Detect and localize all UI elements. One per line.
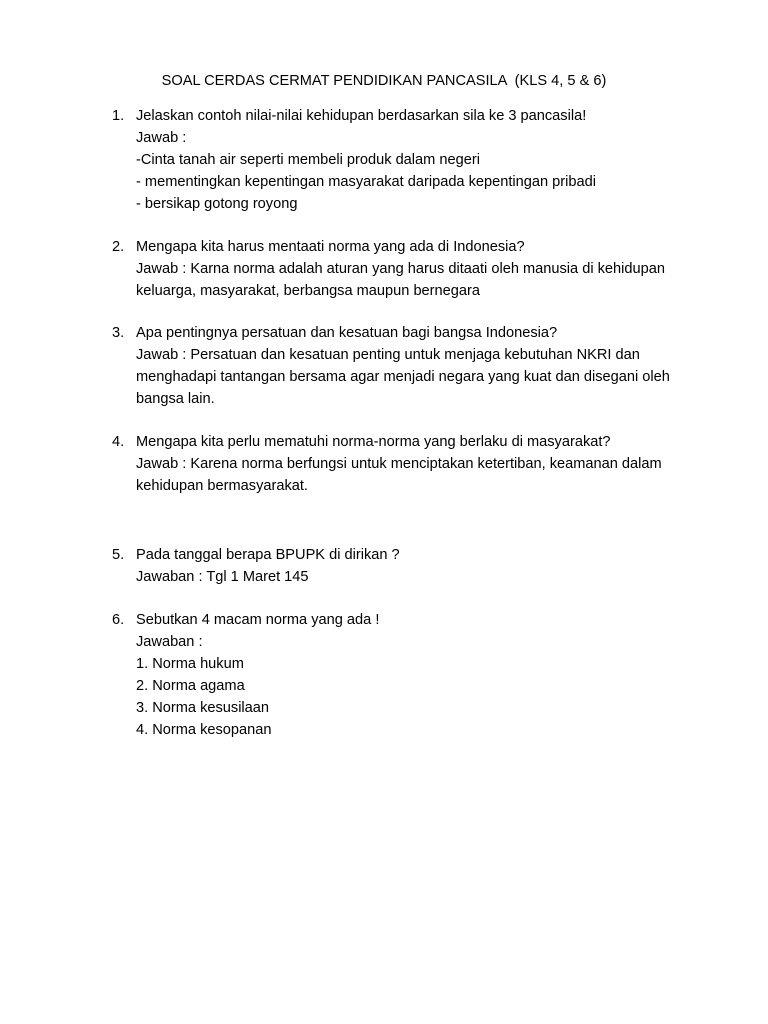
question-1 xyxy=(112,105,672,215)
question-number: 2. xyxy=(112,239,125,255)
answer-line: bangsa lain. xyxy=(136,391,215,407)
question-body xyxy=(136,544,672,588)
answer-line: kehidupan bermasyarakat. xyxy=(136,478,308,494)
question-text: Mengapa kita harus mentaati norma yang ada di Indonesia? xyxy=(136,239,525,255)
question-body xyxy=(136,431,672,497)
question-number: 3. xyxy=(112,325,125,341)
question-3 xyxy=(112,322,672,410)
answer-line: -Cinta tanah air seperti membeli produk dalam negeri xyxy=(136,152,480,168)
question-2 xyxy=(112,236,672,302)
question-text: Mengapa kita perlu mematuhi norma-norma yang berlaku di masyarakat? xyxy=(136,434,611,450)
answer-line: - mementingkan kepentingan masyarakat daripada kepentingan pribadi xyxy=(136,174,596,190)
answer-list-item: 4. Norma kesopanan xyxy=(136,722,272,738)
answer-list-item: 1. Norma hukum xyxy=(136,656,244,672)
answer-line: - bersikap gotong royong xyxy=(136,196,298,212)
answer-line: keluarga, masyarakat, berbangsa maupun bernegara xyxy=(136,283,480,299)
question-body xyxy=(136,609,672,741)
answer-label: Jawaban : xyxy=(136,634,203,650)
answer-list-item: 2. Norma agama xyxy=(136,678,245,694)
question-text: Pada tanggal berapa BPUPK di dirikan ? xyxy=(136,547,400,563)
answer-label: Jawab : xyxy=(136,130,187,146)
question-number: 5. xyxy=(112,547,125,563)
question-text: Jelaskan contoh nilai-nilai kehidupan berdasarkan sila ke 3 pancasila! xyxy=(136,108,587,124)
question-text: Sebutkan 4 macam norma yang ada ! xyxy=(136,612,380,628)
question-6 xyxy=(112,609,672,741)
question-body xyxy=(136,236,672,302)
question-number: 6. xyxy=(112,612,125,628)
question-text: Apa pentingnya persatuan dan kesatuan bagi bangsa Indonesia? xyxy=(136,325,558,341)
answer-line: Jawab : Persatuan dan kesatuan penting untuk menjaga kebutuhan NKRI dan xyxy=(136,347,640,363)
answer-line: Jawab : Karna norma adalah aturan yang harus ditaati oleh manusia di kehidupan xyxy=(136,261,665,277)
question-body xyxy=(136,322,672,410)
question-4 xyxy=(112,431,672,497)
document-title: SOAL CERDAS CERMAT PENDIDIKAN PANCASILA (KLS 4, 5 & 6) xyxy=(161,73,607,89)
answer-line: menghadapi tantangan bersama agar menjadi negara yang kuat dan disegani oleh xyxy=(136,369,670,385)
answer-list-item: 3. Norma kesusilaan xyxy=(136,700,270,716)
question-5 xyxy=(112,544,672,588)
question-number: 4. xyxy=(112,434,125,450)
answer-line: Jawab : Karena norma berfungsi untuk menciptakan ketertiban, keamanan dalam xyxy=(136,456,662,472)
question-number: 1. xyxy=(112,108,125,124)
answer-line: Jawaban : Tgl 1 Maret 145 xyxy=(136,569,309,585)
question-body xyxy=(136,105,672,215)
